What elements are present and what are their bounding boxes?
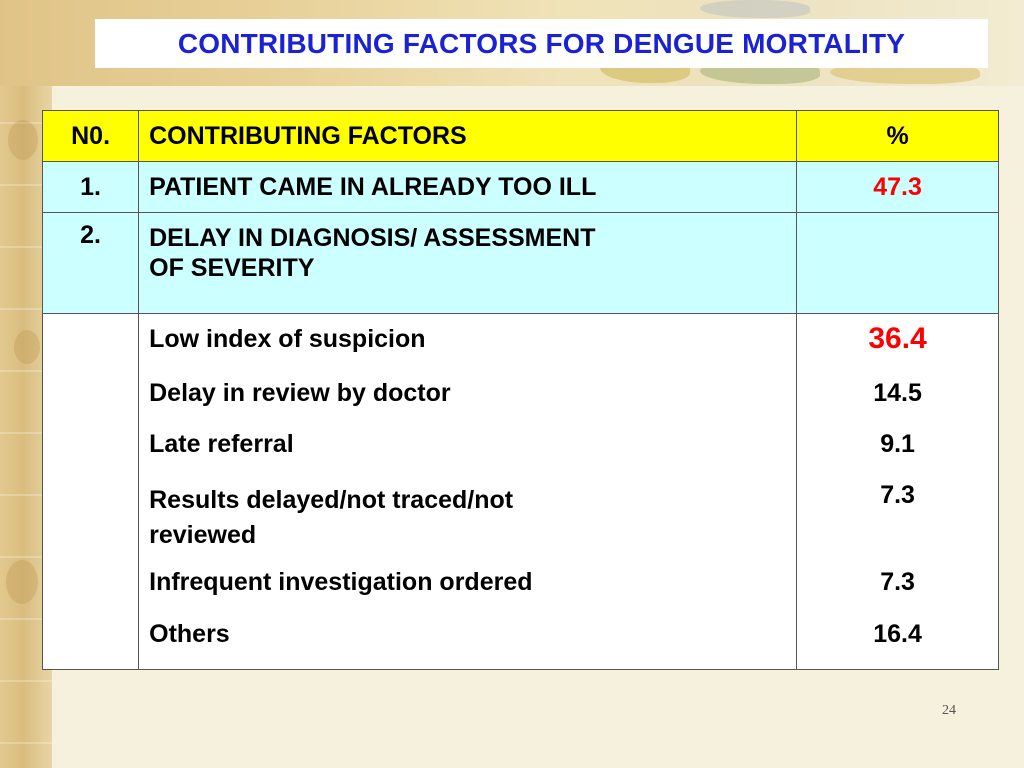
sub-item-factor: Infrequent investigation ordered — [149, 568, 533, 596]
row-number: 2. — [43, 213, 139, 314]
header-factor: CONTRIBUTING FACTORS — [139, 111, 797, 162]
texture-blotch — [14, 330, 40, 364]
row-percent — [797, 213, 999, 314]
title-box — [95, 19, 988, 68]
texture-blotch — [8, 120, 38, 160]
sub-item-factor-line: Results delayed/not traced/not — [149, 486, 514, 514]
sub-item-percent: 16.4 — [873, 620, 922, 648]
texture-blotch — [6, 560, 38, 604]
slide-title: CONTRIBUTING FACTORS FOR DENGUE MORTALITY — [177, 27, 906, 59]
sub-item-percent: 36.4 — [868, 322, 927, 355]
page-number: 24 — [942, 703, 956, 718]
sub-items-percent-list — [797, 314, 999, 670]
sub-item-percent: 7.3 — [880, 481, 915, 509]
sub-item-percent: 14.5 — [873, 379, 922, 407]
row-factor-line: DELAY IN DIAGNOSIS/ ASSESSMENT — [149, 224, 596, 252]
contributing-factors-table — [42, 110, 999, 670]
header-percent: % — [797, 111, 999, 162]
sub-items-number-cell — [43, 314, 139, 670]
row-percent: 47.3 — [797, 162, 999, 213]
sub-item-factor-line: reviewed — [149, 521, 257, 549]
sub-items-list — [139, 314, 797, 670]
sub-items-row — [43, 314, 999, 670]
sub-item-percent: 9.1 — [880, 430, 915, 458]
table-header-row — [43, 111, 999, 162]
row-factor: PATIENT CAME IN ALREADY TOO ILL — [139, 162, 797, 213]
row-factor-line: OF SEVERITY — [149, 254, 315, 282]
sub-item-percent: 7.3 — [880, 568, 915, 596]
sub-item-factor: Others — [149, 620, 230, 648]
header-no: N0. — [43, 111, 139, 162]
table-row — [43, 162, 999, 213]
sub-item-factor: Late referral — [149, 430, 294, 458]
decorative-leaf-icon — [700, 0, 810, 18]
row-factor — [139, 213, 797, 314]
row-number: 1. — [43, 162, 139, 213]
table-row — [43, 213, 999, 314]
sub-item-factor: Delay in review by doctor — [149, 379, 451, 407]
sub-item-factor: Low index of suspicion — [149, 325, 426, 353]
sub-item-factor — [149, 480, 796, 567]
